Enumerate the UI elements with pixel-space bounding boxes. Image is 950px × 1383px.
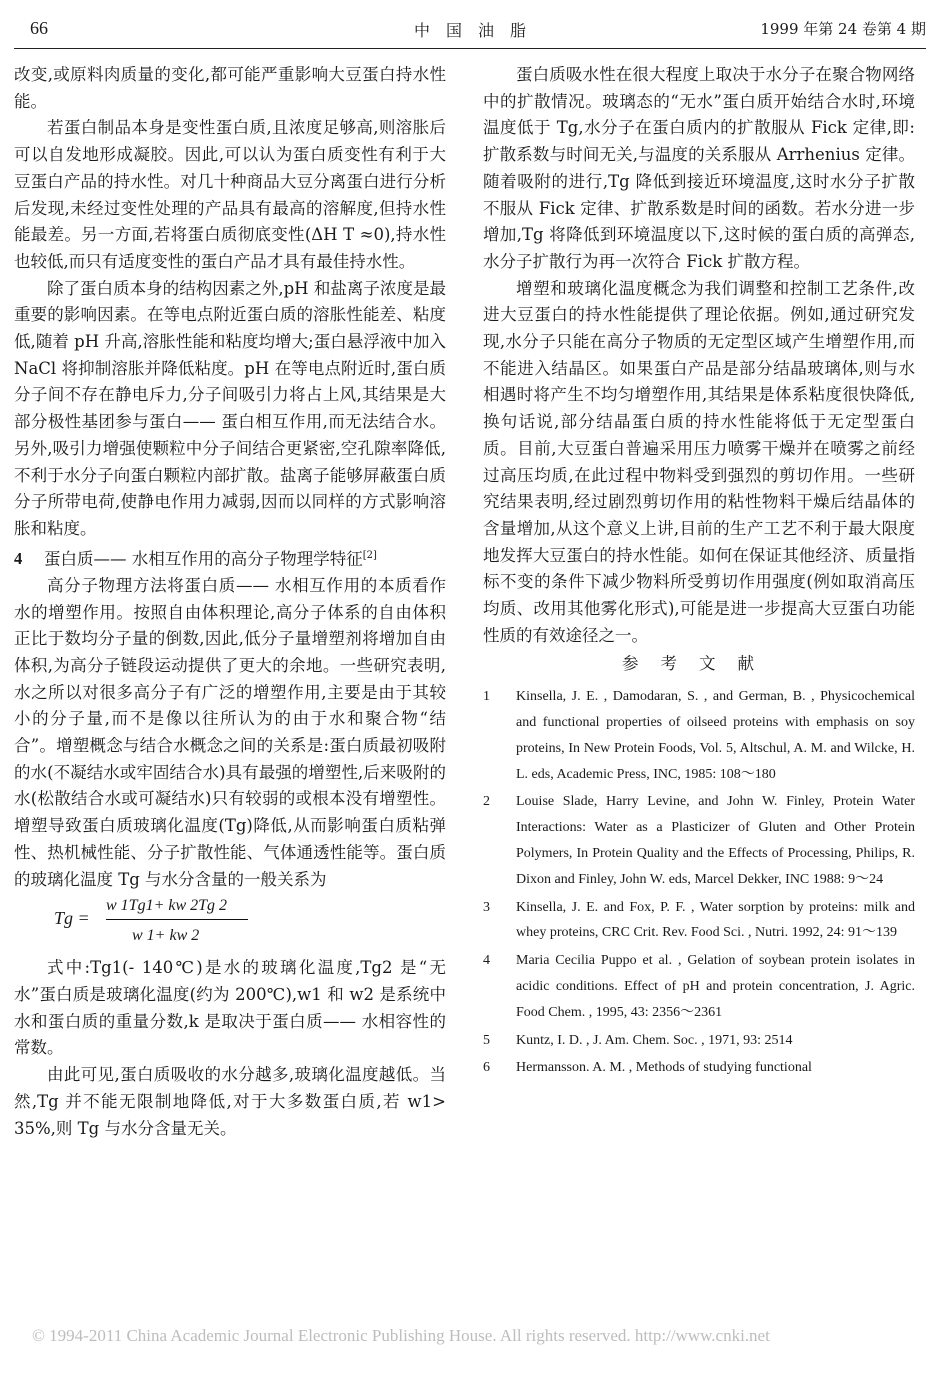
reference-item [483, 789, 915, 892]
reference-text: Kinsella, J. E. , Damodaran, S. , and German, B. , Physicochemical and functional properties of oilseed proteins with emphasis on soy proteins, In New Protein Foods, Vol. 5, Altschul, A. M. and Wilcke, H. L. eds, Academic Press, INC, 1985: 108～180 [516, 689, 915, 782]
reference-list [483, 684, 915, 1081]
reference-text: Hermansson. A. M. , Methods of studying functional [516, 1060, 812, 1076]
paragraph: 蛋白质吸水性在很大程度上取决于水分子在聚合物网络中的扩散情况。玻璃态的“无水”蛋白质开始结合水时,环境温度低于 Tg,水分子在蛋白质内的扩散服从 Fick 定律,即:扩散系数与时间无关,与温度的关系服从 Arrhenius 定律。随着吸附的进行,Tg 降低到接近环境温度,这时水分子扩散不服从 Fick 定律、扩散系数是时间的函数。若水分进一步增加,Tg 将降低到环境温度以下,这时候的蛋白质的高弹态,水分子扩散行为再一次符合 Fick 扩散方程。 [483, 65, 915, 271]
reference-number: 6 [483, 1060, 490, 1076]
citation-ref[interactable]: [2] [362, 549, 377, 561]
reference-text: Maria Cecilia Puppo et al. , Gelation of soybean protein isolates in acidic conditions. Effect of pH and protein concentration, J. Agric. Food Chem. , 1995, 43: 2356～2361 [516, 953, 915, 1020]
formula-numerator: w 1Tg1+ kw 2Tg 2 [106, 897, 228, 915]
reference-text: Kinsella, J. E. and Fox, P. F. , Water sorption by proteins: milk and whey proteins, CRC Crit. Rev. Food Sci. , Nutri. 1992, 24: 91～139 [516, 899, 915, 941]
reference-item [483, 684, 915, 787]
section-title: 蛋白质—— 水相互作用的高分子物理学特征 [44, 549, 363, 569]
paragraph: 改变,或原料肉质量的变化,都可能严重影响大豆蛋白持水性能。 [14, 65, 446, 111]
reference-number: 5 [483, 1032, 490, 1048]
paragraph: 由此可见,蛋白质吸收的水分越多,玻璃化温度越低。当然,Tg 并不能无限制地降低,对于大多数蛋白质,若 w1> 35%,则 Tg 与水分含量无关。 [14, 1065, 446, 1138]
paragraph: 若蛋白制品本身是变性蛋白质,且浓度足够高,则溶胀后可以自发地形成凝胶。因此,可以认为蛋白质变性有利于大豆蛋白产品的持水性。对几十种商品大豆分离蛋白进行分析后发现,未经过变性处理的产品具有最高的溶解度,但持水性能最差。另一方面,若将蛋白质彻底变性(ΔH T ≈0),持水性也较低,而只有适度变性的蛋白产品才具有最佳持水性。 [14, 118, 446, 271]
reference-item [483, 948, 915, 1025]
right-column [483, 62, 915, 1083]
reference-number: 1 [483, 689, 490, 705]
page-number: 66 [30, 18, 48, 38]
fraction-bar [106, 919, 248, 920]
journal-title: 中国油脂 [413, 21, 542, 40]
left-column [14, 62, 446, 1142]
formula-denominator: w 1+ kw 2 [132, 927, 200, 945]
references-heading: 参考文献 [622, 654, 776, 674]
paragraph: 除了蛋白质本身的结构因素之外,pH 和盐离子浓度是最重要的影响因素。在等电点附近蛋白质的溶胀性能差、粘度低,随着 pH 升高,溶胀性能和粘度均增大;蛋白悬浮液中加入 NaCl 将抑制溶胀并降低粘度。pH 在等电点附近时,蛋白质分子间不存在静电斥力,分子间吸引力将占上风,其结果是大部分极性基团参与蛋白—— 蛋白相互作用,而无法结合水。另外,吸引力增强使颗粒中分子间结合更紧密,空孔隙率降低,不利于水分子向蛋白颗粒内部扩散。盐离子能够屏蔽蛋白质分子所带电荷,使静电作用力减弱,因而以同样的方式影响溶胀和粘度。 [14, 278, 446, 538]
reference-item [483, 895, 915, 947]
issue-info: 1999 年第 24 卷第 4 期 [760, 20, 926, 38]
formula-lhs: Tg = [54, 908, 90, 929]
reference-item [483, 1055, 915, 1081]
reference-number: 4 [483, 953, 490, 969]
reference-item [483, 1028, 915, 1054]
header-rule [14, 48, 926, 49]
page-header [30, 18, 926, 46]
reference-number: 2 [483, 794, 490, 810]
reference-number: 3 [483, 899, 490, 915]
paragraph: 增塑和玻璃化温度概念为我们调整和控制工艺条件,改进大豆蛋白的持水性能提供了理论依据。例如,通过研究发现,水分子只能在高分子物质的无定型区域产生增塑作用,而不能进入结晶区。如果蛋白产品是部分结晶玻璃体,则与水相遇时将产生不均匀增塑作用,其结果是体系粘度很快降低,换句话说,部分结晶蛋白质的持水性能将低于无定型蛋白质。目前,大豆蛋白普遍采用压力喷雾干燥并在喷雾之前经过高压均质,在此过程中物料受到强烈的剪切作用。一些研究结果表明,经过剧烈剪切作用的粘性物料干燥后结晶体的含量增加,从这个意义上讲,目前的生产工艺不利于最大限度地发挥大豆蛋白的持水性能。如何在保证其他经济、质量指标不变的条件下减少物料所受剪切作用强度(例如取消高压均质、改用其他雾化形式),可能是进一步提高大豆蛋白功能性质的有效途径之一。 [483, 278, 915, 645]
reference-text: Kuntz, I. D. , J. Am. Chem. Soc. , 1971, 93: 2514 [516, 1032, 793, 1048]
tg-formula [14, 893, 446, 955]
paragraph: 高分子物理方法将蛋白质—— 水相互作用的本质看作水的增塑作用。按照自由体积理论,高分子体系的自由体积正比于数均分子量的倒数,因此,低分子量增塑剂将增加自由体积,为高分子链段运动提供了更大的余地。一些研究表明,水之所以对很多高分子有广泛的增塑作用,主要是由于其较小的分子量,而不是像以往所认为的由于水和聚合物“结合”。增塑概念与结合水概念之间的关系是:蛋白质最初吸附的水(不凝结水或牢固结合水)具有最强的增塑性,后来吸附的水(松散结合水或可凝结水)只有较弱的或根本没有增塑性。增塑导致蛋白质玻璃化温度(Tg)降低,从而影响蛋白质粘弹性、热机械性能、分子扩散性能、气体通透性能等。蛋白质的玻璃化温度 Tg 与水分含量的一般关系为 [14, 575, 446, 889]
reference-text: Louise Slade, Harry Levine, and John W. Finley, Protein Water Interactions: Water as a Plasticizer of Gluten and Other Protein Polymers, In Protein Quality and the Effects of Processing, Philips, R. Dixon and Finley, John W. eds, Marcel Dekker, INC 1988: 9～24 [516, 794, 915, 887]
section-heading [14, 543, 446, 573]
paragraph: 式中:Tg1(- 140℃)是水的玻璃化温度,Tg2 是“无水”蛋白质是玻璃化温度(约为 200℃),w1 和 w2 是系统中水和蛋白质的重量分数,k 是取决于蛋白质—— 水相容性的常数。 [14, 958, 446, 1058]
copyright-watermark: © 1994-2011 China Academic Journal Electronic Publishing House. All rights reserved. http://www.cnki.net [32, 1326, 770, 1345]
section-number: 4 [14, 549, 23, 569]
